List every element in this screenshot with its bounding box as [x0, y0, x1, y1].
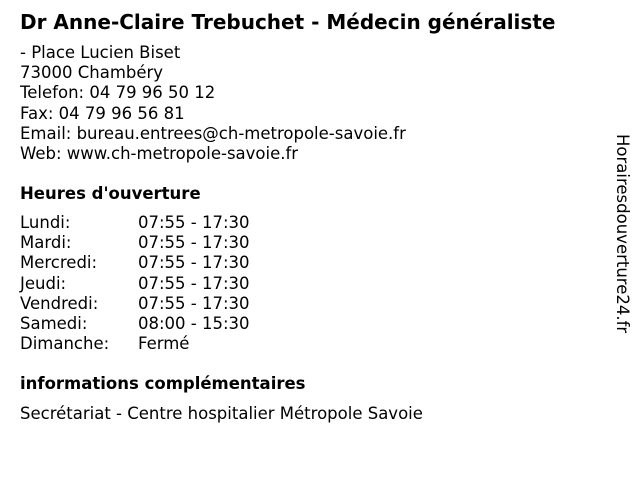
day-label: Samedi:: [20, 314, 88, 334]
day-label: Dimanche:: [20, 334, 110, 354]
email-address: Email: bureau.entrees@ch-metropole-savoie.fr: [20, 123, 406, 143]
time-value: Fermé: [138, 334, 190, 354]
day-label: Mardi:: [20, 233, 72, 253]
time-value: 07:55 - 17:30: [138, 293, 250, 313]
hours-row-friday: [20, 294, 250, 314]
address-line-street: - Place Lucien Biset: [20, 43, 181, 62]
info-heading: informations complémentaires: [20, 374, 306, 393]
hours-row-wednesday: [20, 253, 250, 273]
day-label: Vendredi:: [20, 293, 99, 313]
time-value: 07:55 - 17:30: [138, 273, 250, 293]
phone-number: Telefon: 04 79 96 50 12: [20, 83, 216, 103]
day-label: Lundi:: [20, 213, 71, 232]
site-watermark: Horairesdouverture24.fr: [613, 134, 632, 334]
day-label: Mercredi:: [20, 253, 98, 273]
time-value: 07:55 - 17:30: [138, 253, 250, 273]
fax-number: Fax: 04 79 96 56 81: [20, 103, 185, 123]
address-line-city: 73000 Chambéry: [20, 63, 164, 83]
website-address: Web: www.ch-metropole-savoie.fr: [20, 144, 299, 164]
day-label: Jeudi:: [20, 273, 67, 293]
time-value: 07:55 - 17:30: [138, 233, 250, 253]
hours-row-thursday: [20, 274, 250, 294]
time-value: 07:55 - 17:30: [138, 213, 250, 232]
hours-heading: Heures d'ouverture: [20, 184, 201, 203]
page-title: Dr Anne-Claire Trebuchet - Médecin généraliste: [20, 10, 556, 34]
time-value: 08:00 - 15:30: [138, 314, 250, 334]
hours-row-saturday: [20, 314, 250, 334]
hours-row-monday: [20, 213, 250, 233]
opening-hours-list: [20, 213, 250, 354]
info-text: Secrétariat - Centre hospitalier Métropole Savoie: [20, 404, 423, 423]
hours-row-tuesday: [20, 233, 250, 253]
hours-row-sunday: [20, 334, 250, 354]
contact-block: [20, 43, 406, 164]
